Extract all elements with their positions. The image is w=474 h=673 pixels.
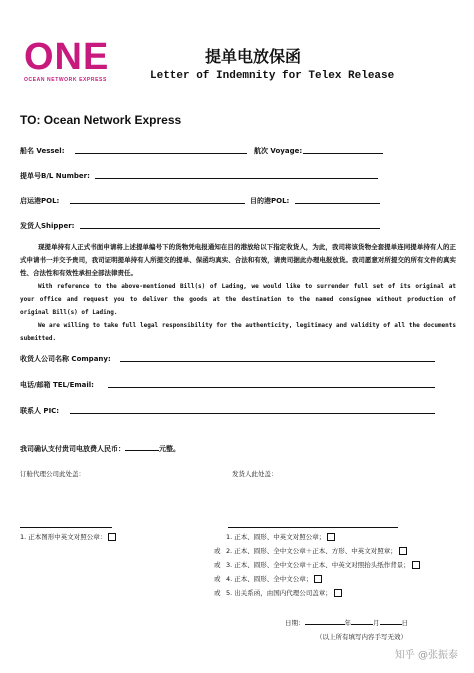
voyage-blank[interactable] <box>303 153 383 154</box>
shipper-blank[interactable] <box>80 228 380 229</box>
option-prefix: 或 <box>214 547 221 555</box>
year-blank[interactable] <box>305 624 345 625</box>
option-text: 3. 正本、圆形、全中文公章＋正本、中英文对照抬头纸作背景； <box>226 561 410 569</box>
addressee: TO: Ocean Network Express <box>20 113 182 127</box>
logo-tagline: OCEAN NETWORK EXPRESS <box>24 77 107 83</box>
shipper-stamp-line <box>228 527 398 528</box>
consignee-tel-label: 电话/邮箱 TEL/Email: <box>20 381 94 389</box>
pol-label: 启运港POL: <box>20 197 60 205</box>
seal-option-4 <box>214 574 322 583</box>
option-prefix: 或 <box>214 575 221 583</box>
shipper-label: 发货人Shipper: <box>20 222 75 230</box>
month-blank[interactable] <box>351 624 373 625</box>
agent-seal-requirement <box>20 532 116 541</box>
seal-option-1 <box>214 532 335 541</box>
day-blank[interactable] <box>380 624 402 625</box>
checkbox-icon[interactable] <box>399 547 407 555</box>
seal-option-3 <box>214 560 420 569</box>
voyage-label: 航次 Voyage: <box>254 147 303 155</box>
checkbox-icon[interactable] <box>327 533 335 541</box>
fee-prefix: 我司确认支付贵司电放费人民币： <box>20 445 125 453</box>
fee-amount-blank[interactable] <box>125 450 159 451</box>
checkbox-icon[interactable] <box>412 561 420 569</box>
company-logo <box>24 38 120 90</box>
consignee-company-blank[interactable] <box>120 361 435 362</box>
statement-cn-text: 现提单持有人正式书面申请将上述提单编号下的货物凭电报通知在目的港放给以下指定收货人，为此，我司将该货物全套提单连同提单持有人的正式申请书一并交予贵司，我司证明提单持有人所提交的提单、保函均真实、合法和有效，请贵司据此办理电报放货。我司愿意对所提交的所有文件的真实性、合法性和有效性承担全部法律责任。 <box>20 243 456 277</box>
option-text: 5. 出关系函，由国内代理公司盖章； <box>226 589 332 597</box>
statement-en-text-1: With reference to the above-mentioned Bill(s) of Lading, we would like to surrender full set of its original at your office and request you to deliver the goods at the destination to the named consignee without production of original Bill(s) of Lading. <box>20 283 456 316</box>
consignee-pic-label: 联系人 PIC: <box>20 407 60 415</box>
consignee-company-label: 收货人公司名称 Company: <box>20 355 111 363</box>
day-label: 日 <box>401 619 408 627</box>
bl-number-blank[interactable] <box>95 178 378 179</box>
seal-option-2 <box>214 546 407 555</box>
document-title-cn: 提单电放保函 <box>205 47 302 66</box>
fee-suffix: 元整。 <box>159 445 180 453</box>
document-title-en: Letter of Indemnity for Telex Release <box>150 70 395 82</box>
agent-stamp-line <box>20 527 112 528</box>
checkbox-icon[interactable] <box>314 575 322 583</box>
year-label: 年 <box>344 619 351 627</box>
pod-label: 目的港POL: <box>250 197 290 205</box>
agent-seal-text: 1. 正本图形中英文对照公章： <box>20 533 107 541</box>
shipper-stamp-label: 发货人此处盖： <box>232 470 278 478</box>
fee-statement <box>20 444 180 454</box>
checkbox-icon[interactable] <box>334 589 342 597</box>
statement-en <box>20 280 456 345</box>
pol-blank[interactable] <box>70 203 245 204</box>
vessel-label: 船名 Vessel: <box>20 147 65 155</box>
date-label: 日期： <box>285 619 305 627</box>
consignee-tel-blank[interactable] <box>108 387 435 388</box>
vessel-blank[interactable] <box>75 153 247 154</box>
handwrite-note: （以上所有填写内容手写无效） <box>316 633 407 641</box>
watermark: 知乎 @张振泰 <box>394 650 458 661</box>
option-text: 2. 正本、圆形、全中文公章＋正本、方形、中英文对照章； <box>226 547 397 555</box>
logo-mark: ONE <box>24 36 110 78</box>
option-prefix: 或 <box>214 561 221 569</box>
statement-en-text-2: We are willing to take full legal responsibility for the authenticity, legitimacy and validity of all the documents submitted. <box>20 322 456 342</box>
consignee-pic-blank[interactable] <box>70 413 435 414</box>
seal-option-5 <box>214 588 342 597</box>
checkbox-icon[interactable] <box>108 533 116 541</box>
pod-blank[interactable] <box>295 203 380 204</box>
statement-cn <box>20 241 456 280</box>
option-text: 4. 正本、圆形、全中文公章； <box>226 575 313 583</box>
agent-stamp-label: 订舱代理公司此处盖： <box>20 470 85 478</box>
month-label: 月 <box>373 619 380 627</box>
bl-number-label: 提单号B/L Number: <box>20 172 90 180</box>
option-text: 1. 正本、圆形、中英文对照公章； <box>226 533 326 541</box>
option-prefix: 或 <box>214 589 221 597</box>
date-line <box>285 618 408 627</box>
